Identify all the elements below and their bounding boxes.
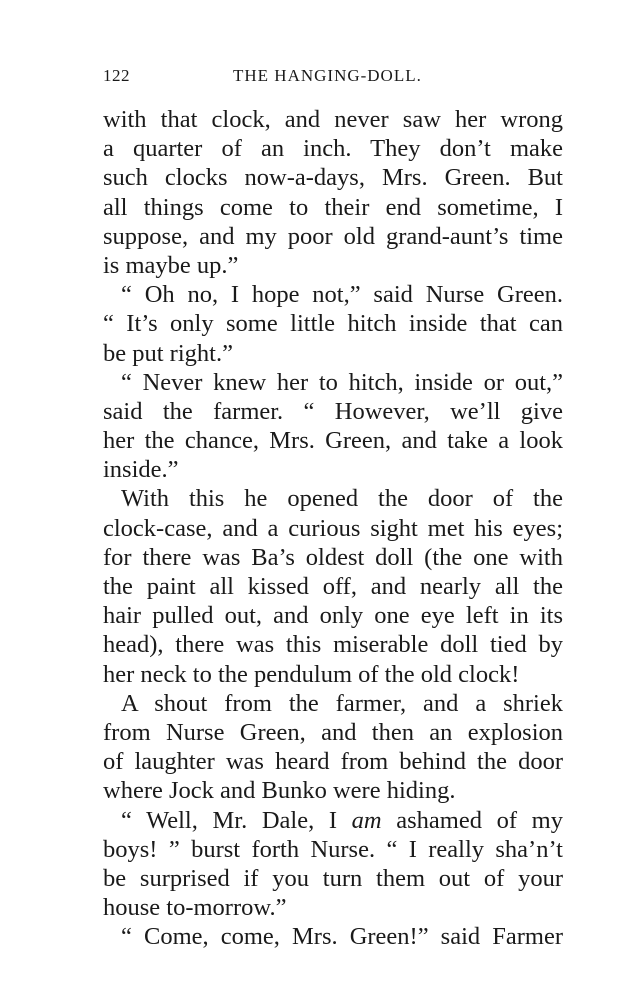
- text-line: for there was Ba’s oldest doll (the one with: [103, 543, 563, 571]
- text-line: be surprised if you turn them out of your: [103, 864, 563, 892]
- text-line: “ It’s only some little hitch inside that can: [103, 310, 563, 338]
- text-line: “ Never knew her to hitch, inside or out,”: [121, 368, 563, 396]
- text-line: “ Oh no, I hope not,” said Nurse Green.: [121, 281, 563, 309]
- text-line: hair pulled out, and only one eye left in its: [103, 602, 563, 630]
- text-line: a quarter of an inch. They don’t make: [103, 135, 563, 163]
- text-line: the paint all kissed off, and nearly all the: [103, 573, 563, 600]
- emphasis: am: [351, 806, 382, 834]
- text-line: with that clock, and never saw her wrong: [103, 106, 563, 133]
- text-line: her the chance, Mrs. Green, and take a look: [103, 427, 563, 455]
- text-line: her neck to the pendulum of the old clock!: [103, 660, 520, 688]
- text-line: of laughter was heard from behind the door: [103, 748, 563, 776]
- text-line: house to-morrow.”: [103, 894, 287, 922]
- text-line: all things come to their end sometime, I: [103, 193, 563, 221]
- text-line: boys! ” burst forth Nurse. “ I really sha’n’t: [103, 835, 563, 863]
- running-title: THE HANGING-DOLL.: [233, 66, 422, 85]
- body-text: [103, 105, 563, 951]
- text-line: said the farmer. “ However, we’ll give: [103, 397, 563, 425]
- text-line: clock-case, and a curious sight met his eyes;: [103, 514, 563, 542]
- text-line: head), there was this miserable doll tied by: [103, 631, 563, 659]
- text-line: such clocks now-a-days, Mrs. Green. But: [103, 164, 563, 192]
- text-line: is maybe up.”: [103, 251, 239, 279]
- text-line: With this he opened the door of the: [121, 485, 563, 513]
- page-number: 122: [103, 66, 130, 85]
- text-line: be put right.”: [103, 339, 233, 367]
- text-line: “ Well, Mr. Dale, I am ashamed of my: [121, 806, 563, 834]
- text-line: A shout from the farmer, and a shriek: [121, 689, 563, 717]
- text-line: suppose, and my poor old grand-aunt’s time: [103, 222, 563, 250]
- text-line: “ Come, come, Mrs. Green!” said Farmer: [121, 923, 563, 951]
- text-line: where Jock and Bunko were hiding.: [103, 777, 456, 805]
- text-line: from Nurse Green, and then an explosion: [103, 718, 563, 746]
- text-line: inside.”: [103, 456, 179, 484]
- running-head: [103, 66, 563, 90]
